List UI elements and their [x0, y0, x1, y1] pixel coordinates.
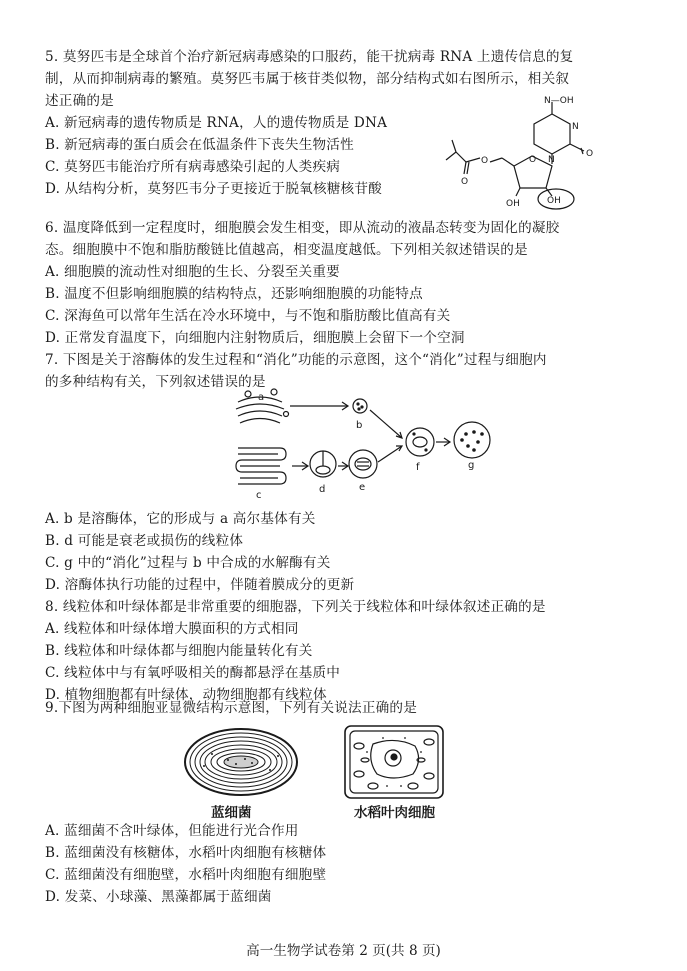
diagram-label-e: e — [359, 482, 366, 493]
diagram-label-c: c — [256, 490, 262, 501]
q5-stem-line-1: 5. 莫努匹韦是全球首个治疗新冠病毒感染的口服药，能干扰病毒 RNA 上遗传信息的复 — [45, 49, 574, 65]
structure-ring-o-label: O — [529, 155, 537, 165]
structure-oh-circled-label: OH — [547, 196, 561, 206]
q5-option-d: D. 从结构分析，莫努匹韦分子更接近于脱氧核糖核苷酸 — [45, 181, 382, 197]
diagram-label-a: a — [258, 392, 265, 403]
structure-ester-o-label: O — [481, 156, 489, 166]
q8-stem-line-1: 8. 线粒体和叶绿体都是非常重要的细胞器，下列关于线粒体和叶绿体叙述正确的是 — [45, 599, 546, 615]
structure-n2-label: N — [548, 155, 555, 165]
q6-option-b: B. 温度不但影响细胞膜的结构特点，还影响细胞膜的功能特点 — [45, 286, 423, 302]
q9-stem-line-1: 9.下图为两种细胞亚显微结构示意图，下列有关说法正确的是 — [45, 700, 418, 716]
structure-carbonyl-o-label: O — [461, 177, 469, 187]
molnupiravir-structure-diagram — [440, 96, 615, 214]
q9-option-a: A. 蓝细菌不含叶绿体，但能进行光合作用 — [45, 823, 299, 839]
q5-stem-line-2: 制，从而抑制病毒的繁殖。莫努匹韦属于核苷类似物，部分结构式如右图所示，相关叙 — [45, 71, 570, 87]
q5-option-a: A. 新冠病毒的遗传物质是 RNA，人的遗传物质是 DNA — [45, 115, 388, 131]
q5-option-c: C. 莫努匹韦能治疗所有病毒感染引起的人类疾病 — [45, 159, 341, 175]
q7-stem-line-1: 7. 下图是关于溶酶体的发生过程和“消化”功能的示意图，这个“消化”过程与细胞内 — [45, 352, 547, 368]
lysosome-process-diagram — [228, 384, 508, 504]
q9-option-d: D. 发菜、小球藻、黑藻都属于蓝细菌 — [45, 889, 272, 905]
q6-option-d: D. 正常发育温度下，向细胞内注射物质后，细胞膜上会留下一个空洞 — [45, 330, 465, 346]
q8-option-b: B. 线粒体和叶绿体都与细胞内能量转化有关 — [45, 643, 313, 659]
cyanobacterium-figure — [182, 726, 300, 798]
q8-option-d: D. 植物细胞都有叶绿体，动物细胞都有线粒体 — [45, 687, 327, 703]
q6-option-c: C. 深海鱼可以常年生活在冷水环境中，与不饱和脂肪酸比值高有关 — [45, 308, 451, 324]
q5-option-b: B. 新冠病毒的蛋白质会在低温条件下丧失生物活性 — [45, 137, 354, 153]
rice-mesophyll-cell-caption: 水稻叶肉细胞 — [354, 805, 435, 821]
q6-stem-line-1: 6. 温度降低到一定程度时，细胞膜会发生相变，即从流动的液晶态转变为固化的凝胶 — [45, 220, 560, 236]
q5-stem-line-3: 述正确的是 — [45, 93, 114, 109]
structure-keto-o-label: O — [586, 149, 594, 159]
q9-option-c: C. 蓝细菌没有细胞壁，水稻叶肉细胞有细胞壁 — [45, 867, 327, 883]
q6-option-a: A. 细胞膜的流动性对细胞的生长、分裂至关重要 — [45, 264, 340, 280]
q7-option-b: B. d 可能是衰老或损伤的线粒体 — [45, 533, 244, 549]
structure-n-oh-label: N—OH — [544, 96, 574, 106]
rice-mesophyll-cell-figure — [343, 724, 445, 800]
q8-option-a: A. 线粒体和叶绿体增大膜面积的方式相同 — [45, 621, 299, 637]
q7-stem-line-2: 的多种结构有关，下列叙述错误的是 — [45, 374, 266, 390]
q6-stem-line-2: 态。细胞膜中不饱和脂肪酸链比值越高，相变温度越低。下列相关叙述错误的是 — [45, 242, 528, 258]
q9-option-b: B. 蓝细菌没有核糖体，水稻叶肉细胞有核糖体 — [45, 845, 327, 861]
diagram-label-d: d — [319, 484, 326, 495]
diagram-label-b: b — [356, 420, 363, 431]
diagram-label-g: g — [468, 460, 475, 471]
structure-oh-left-label: OH — [506, 199, 520, 209]
page-footer: 高一生物学试卷第 2 页(共 8 页) — [246, 943, 441, 959]
q7-option-a: A. b 是溶酶体，它的形成与 a 高尔基体有关 — [45, 511, 316, 527]
structure-n1-label: N — [572, 122, 579, 132]
q7-option-c: C. g 中的“消化”过程与 b 中合成的水解酶有关 — [45, 555, 331, 571]
q7-option-d: D. 溶酶体执行功能的过程中，伴随着膜成分的更新 — [45, 577, 355, 593]
cyanobacterium-caption: 蓝细菌 — [211, 805, 252, 821]
diagram-label-f: f — [416, 462, 420, 473]
q8-option-c: C. 线粒体中与有氧呼吸相关的酶都悬浮在基质中 — [45, 665, 341, 681]
